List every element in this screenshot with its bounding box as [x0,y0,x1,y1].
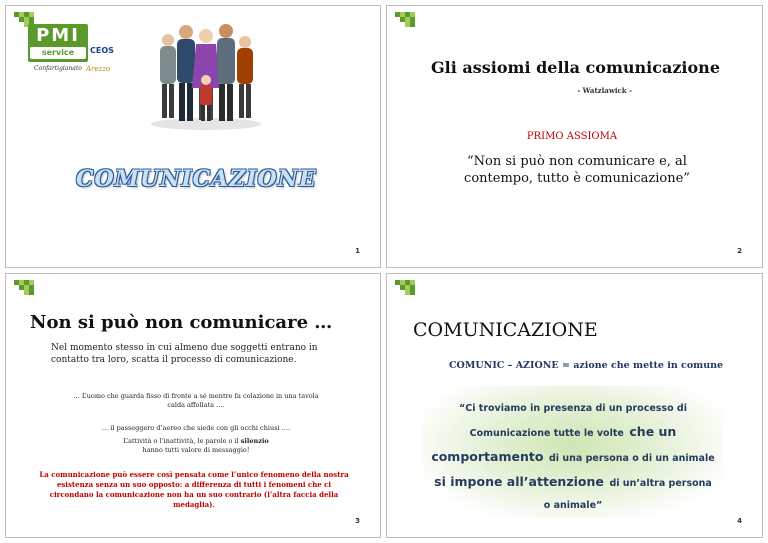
quote-line-2-b: che un [629,424,677,439]
slide-4[interactable] [386,273,763,538]
slide-1-title: COMUNICAZIONE [76,166,317,192]
slide-corner-decoration [14,280,54,300]
quote-line-1: “Ci troviamo in presenza di un processo di [459,403,687,414]
logo-service-text: service [30,47,86,59]
slide-corner-decoration [395,12,435,32]
example-silence-bold: silenzio [240,437,269,445]
quote-line-4-b: di un’altra persona [609,478,712,489]
pmi-service-logo [28,24,114,74]
child-icon [200,75,212,121]
axiom-quote-line-1: “Non si può non comunicare e, al [467,154,687,169]
quote-line-3-b: di una persona o di un animale [549,453,715,464]
quote-line-2-a: Comunicazione tutte le volte [469,428,624,439]
axiom-label: PRIMO ASSIOMA [526,131,618,142]
slide-2[interactable] [386,5,763,268]
logo-ceos-text: CEOS [90,46,114,55]
slide-4-quote [427,398,719,517]
logo-pmi-text: PMI [36,25,80,46]
slide-3[interactable] [5,273,381,538]
person-5-icon [237,36,253,118]
example-silence [66,437,326,455]
slide-3-title: Non si può non comunicare … [30,312,333,333]
people-group-illustration [146,14,266,132]
slide-number: 3 [355,517,360,525]
slide-number: 1 [355,247,360,255]
slide-corner-decoration [395,280,435,300]
example-breakfast-line-2: calda affollata …. [167,401,225,409]
logo-arezzo-text: Arezzo [86,65,111,73]
slide-4-definition: COMUNIC – AZIONE = azione che mette in comune [449,360,724,371]
person-2-icon [177,25,195,121]
person-1-icon [160,34,176,118]
quote-line-4-a: si impone all’attenzione [434,474,604,489]
quote-line-3 [427,445,719,470]
axiom-quote-line-2: contempo, tutto è comunicazione” [464,171,690,186]
example-silence-line-2: hanno tutti valore di messaggio! [142,446,250,454]
slide-4-title: COMUNICAZIONE [413,319,598,341]
example-breakfast-line-1: … L’uomo che guarda fisso di fronte a sé mentre fa colazione in una tavola [73,392,319,400]
example-silence-line-1 [66,437,326,446]
slide-number: 4 [737,517,742,525]
slide-3-intro: Nel momento stesso in cui almeno due soggetti entrano in contatto tra loro, scatta il processo di comunicazione. [51,343,318,365]
quote-line-2 [427,420,719,445]
slide-2-subtitle: - Watzlawick - [577,86,632,95]
axiom-quote [442,153,712,187]
quote-line-3-a: comportamento [431,449,544,464]
person-4-icon [217,24,235,121]
person-3-icon [192,29,220,120]
slide-1[interactable] [5,5,381,268]
example-breakfast [46,392,346,410]
logo-badge [28,24,88,62]
quote-line-4 [427,470,719,495]
slide-2-title: Gli assiomi della comunicazione [430,58,720,77]
slide-number: 2 [737,247,742,255]
logo-confartigianato-text: Confartigianato [34,65,82,72]
example-passenger: … il passeggero d’aereo che siede con gli occhi chiusi …. [101,424,291,432]
quote-line-5: o animale” [543,500,603,511]
example-silence-pre: L’attività o l’inattività, le parole o il [123,437,239,445]
slide-3-conclusion: La comunicazione può essere così pensata come l’unico fenomeno della nostra esistenza senza un suo opposto: a differenza di tutti i fenomeni che ci circondano la comunicazione non ha un suo contrario (l’altra faccia della medaglia). [39,470,349,509]
